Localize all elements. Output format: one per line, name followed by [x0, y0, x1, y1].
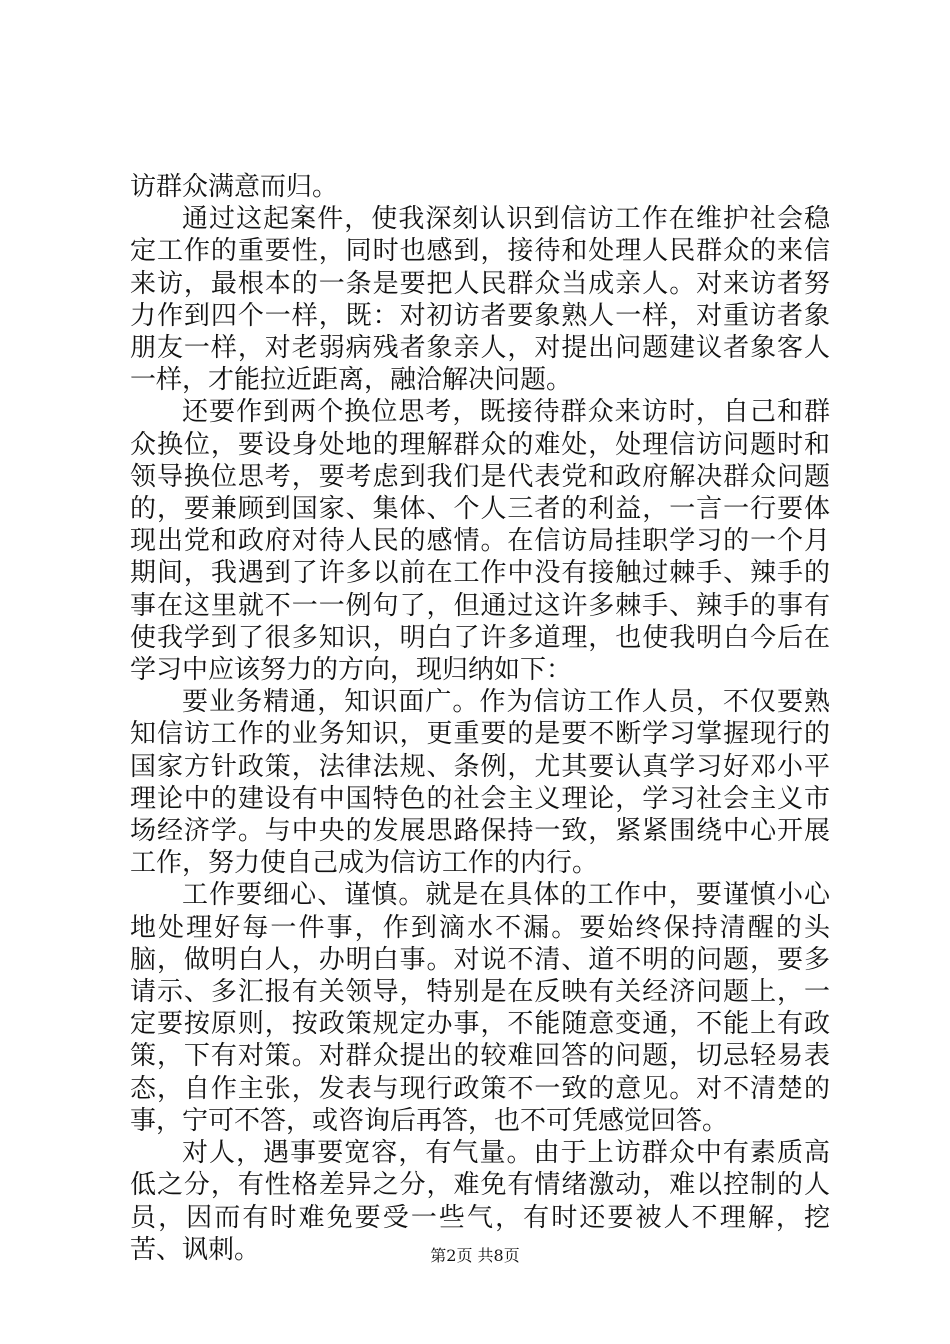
paragraph-4: 要业务精通，知识面广。作为信访工作人员，不仅要熟知信访工作的业务知识，更重要的是要不断学习掌握现行的国家方针政策，法律法规、条例，尤其要认真学习好邓小平理论中的建设有中国特色的社会主义理论，学习社会主义市场经济学。与中央的发展思路保持一致，紧紧围绕中心开展工作，努力使自己成为信访工作的内行。 — [130, 687, 830, 879]
paragraph-6: 对人，遇事要宽容，有气量。由于上访群众中有素质高低之分，有性格差异之分，难免有情绪激动，难以控制的人员，因而有时难免要受一些气，有时还要被人不理解，挖苦、讽刺。 — [130, 1138, 830, 1265]
paragraph-1: 访群众满意而归。 — [130, 172, 339, 202]
document-body — [130, 171, 830, 1266]
paragraph-2: 通过这起案件，使我深刻认识到信访工作在维护社会稳定工作的重要性，同时也感到，接待和处理人民群众的来信来访，最根本的一条是要把人民群众当成亲人。对来访者努力作到四个一样，既：对初访者要象熟人一样，对重访者象朋友一样，对老弱病残者象亲人，对提出问题建议者象客人一样，才能拉近距离，融洽解决问题。 — [130, 204, 830, 396]
paragraph-5: 工作要细心、谨慎。就是在具体的工作中，要谨慎小心地处理好每一件事，作到滴水不漏。要始终保持清醒的头脑，做明白人，办明白事。对说不清、道不明的问题，要多请示、多汇报有关领导，特别是在反映有关经济问题上，一定要按原则，按政策规定办事，不能随意变通，不能上有政策，下有对策。对群众提出的较难回答的问题，切忌轻易表态，自作主张，发表与现行政策不一致的意见。对不清楚的事，宁可不答，或咨询后再答，也不可凭感觉回答。 — [130, 880, 830, 1136]
page-number-footer: 第2页 共8页 — [430, 1246, 520, 1265]
paragraph-3: 还要作到两个换位思考，既接待群众来访时，自己和群众换位，要设身处地的理解群众的难处，处理信访问题时和领导换位思考，要考虑到我们是代表党和政府解决群众问题的，要兼顾到国家、集体、个人三者的利益，一言一行要体现出党和政府对待人民的感情。在信访局挂职学习的一个月期间，我遇到了许多以前在工作中没有接触过棘手、辣手的事在这里就不一一例句了，但通过这许多棘手、辣手的事有使我学到了很多知识，明白了许多道理，也使我明白今后在学习中应该努力的方向，现归纳如下： — [130, 397, 830, 686]
